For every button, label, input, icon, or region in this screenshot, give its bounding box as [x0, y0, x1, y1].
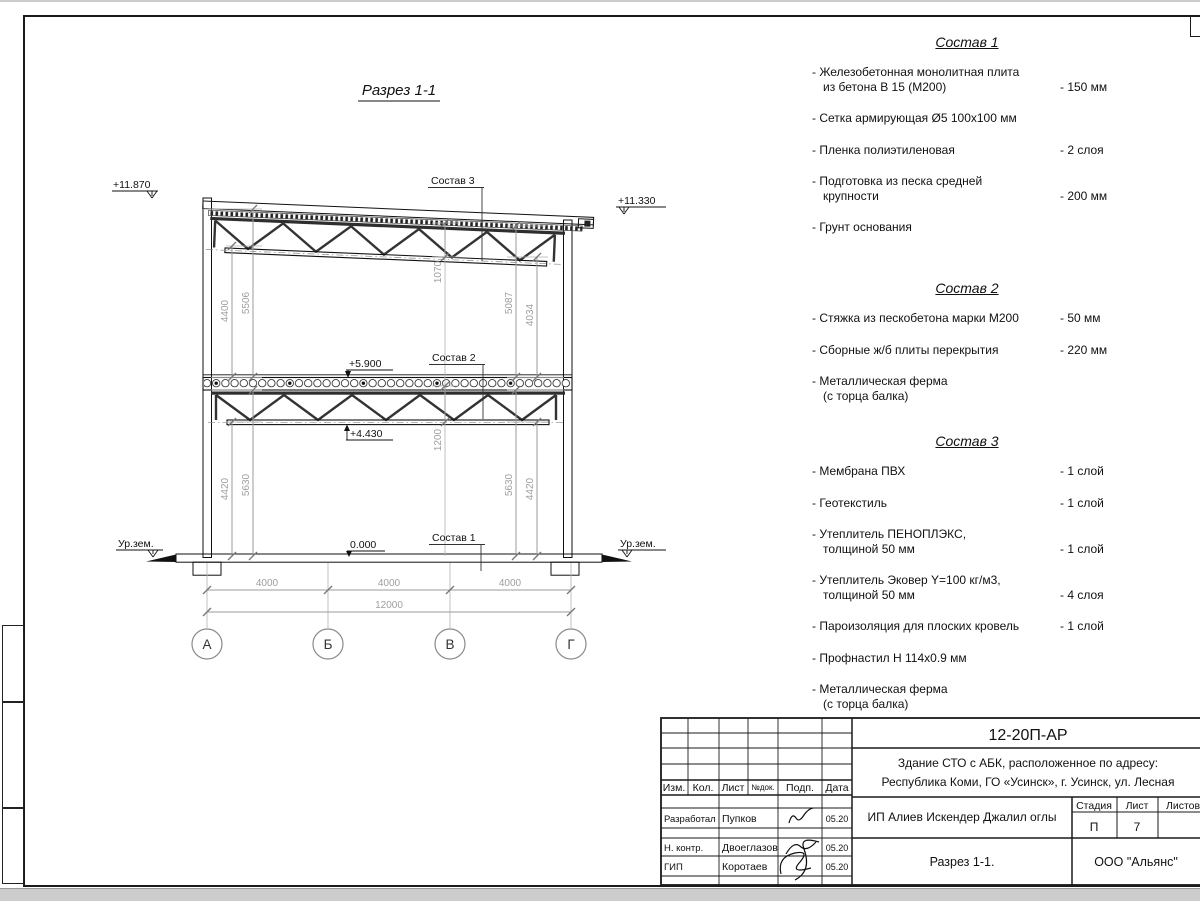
- title-block: [655, 715, 1200, 890]
- level-truss-bottom: +4.430: [350, 428, 383, 440]
- role-developer: Разработал: [664, 814, 716, 825]
- list-item: - Сборные ж/б плиты перекрытия - 220 мм: [812, 342, 1108, 357]
- margin-box-2: [2, 702, 24, 808]
- stamp-sheet-title: Разрез 1-1.: [929, 855, 995, 869]
- date-gip: 05.20: [825, 862, 849, 872]
- dim-4000-2: 4000: [377, 578, 401, 589]
- rev-header-data: Дата: [825, 782, 849, 794]
- rev-header-podp: Подп.: [786, 782, 814, 794]
- axis-label-g: Г: [567, 637, 575, 652]
- sheet-value: 7: [1133, 820, 1141, 834]
- list-item: - Металлическая ферма (с торца балка): [812, 682, 948, 711]
- date-developer: 05.20: [825, 814, 849, 824]
- dim-5630-right: 5630: [504, 473, 515, 497]
- composition-2: [812, 280, 1200, 420]
- composition-1: [812, 34, 1200, 252]
- stage-value: П: [1089, 820, 1099, 834]
- name-gip: Коротаев: [722, 861, 768, 873]
- page-edge-top: [0, 0, 1200, 2]
- sheets-label: Листов: [1165, 800, 1200, 812]
- list-item: - Утеплитель Эковер Y=100 кг/м3, толщиной 50 мм - 4 слоя: [812, 573, 1104, 602]
- composition-2-title: Состав 2: [935, 280, 999, 296]
- lower-truss: [208, 392, 566, 425]
- rev-header-kol: Кол.: [692, 782, 714, 794]
- list-item: - Утеплитель ПЕНОПЛЭКС, толщиной 50 мм - 1 слой: [812, 527, 1104, 556]
- dim-5087: 5087: [504, 291, 515, 315]
- level-floor: +5.900: [349, 358, 382, 370]
- date-ncontrol: 05.20: [825, 843, 849, 853]
- name-developer: Пупков: [722, 813, 757, 825]
- axis-label-a: А: [202, 637, 212, 652]
- rev-header-ndok: №док.: [751, 783, 775, 792]
- callout-sostav2: Состав 2: [432, 352, 476, 364]
- list-item: - Грунт основания: [812, 220, 912, 234]
- level-zero: 0.000: [350, 539, 377, 551]
- company-name: ООО "Альянс": [1094, 855, 1178, 869]
- address-line2: Республика Коми, ГО «Усинск», г. Усинск, ул. Лесная: [881, 775, 1175, 789]
- lower-truss-top-chord: [211, 392, 565, 395]
- drawing-callouts: [428, 175, 485, 571]
- sheet-label: Лист: [1125, 800, 1149, 812]
- dim-4400-upper: 4400: [220, 299, 231, 323]
- section-drawing: [80, 55, 700, 705]
- callout-sostav3: Состав 3: [431, 175, 475, 187]
- composition-3-title: Состав 3: [935, 433, 999, 449]
- name-ncontrol: Двоеглазов: [722, 842, 778, 854]
- view-title: Разрез 1-1: [361, 82, 437, 99]
- axis-bubbles: [192, 629, 586, 659]
- elevation-marks: [112, 179, 666, 557]
- composition-3: [812, 433, 1200, 728]
- list-item: - Стяжка из пескобетона марки М200 - 50 мм: [812, 311, 1101, 325]
- dim-1200: 1200: [433, 428, 444, 452]
- dim-4000-3: 4000: [498, 578, 522, 589]
- list-item: - Геотекстиль - 1 слой: [812, 495, 1104, 510]
- stage-label: Стадия: [1076, 800, 1112, 812]
- composition-1-title: Состав 1: [935, 34, 999, 50]
- dim-4420-left: 4420: [220, 477, 231, 501]
- dim-1070: 1070: [433, 260, 444, 284]
- list-item: - Мембрана ПВХ - 1 слой: [812, 464, 1104, 478]
- dim-5506: 5506: [241, 291, 252, 315]
- axis-label-b: Б: [323, 637, 333, 652]
- list-item: - Профнастил Н 114х0.9 мм: [812, 650, 967, 665]
- horizontal-dimensions: [203, 578, 575, 616]
- lower-truss-web: [216, 395, 556, 420]
- doc-number: 12-20П-АР: [988, 727, 1068, 744]
- level-roof-right: +11.330: [618, 195, 656, 207]
- margin-box-1: [2, 625, 24, 702]
- client-name: ИП Алиев Искендер Джалил оглы: [867, 810, 1057, 824]
- dim-4034: 4034: [525, 303, 536, 327]
- list-item: - Железобетонная монолитная плита из бетона В 15 (М200) - 150 мм: [812, 65, 1108, 94]
- foundation-right: [551, 562, 579, 575]
- list-item: - Сетка армирующая Ø5 100х100 мм: [812, 111, 1017, 125]
- role-gip: ГИП: [664, 862, 683, 873]
- margin-box-3: [2, 808, 24, 884]
- list-item: - Металлическая ферма (с торца балка): [812, 374, 948, 403]
- rev-header-list: Лист: [721, 782, 745, 794]
- list-item: - Подготовка из песка средней крупности - 200 мм: [812, 174, 1108, 203]
- role-ncontrol: Н. контр.: [664, 843, 704, 854]
- axis-label-v: В: [445, 637, 455, 652]
- dim-12000: 12000: [375, 600, 403, 611]
- ground-slab: [146, 554, 632, 575]
- list-item: - Пленка полиэтиленовая - 2 слоя: [812, 142, 1104, 157]
- level-roof-left: +11.870: [113, 179, 151, 191]
- ground-level-right: Ур.зем.: [620, 538, 656, 550]
- dim-5630-left: 5630: [241, 473, 252, 497]
- callout-sostav1: Состав 1: [432, 532, 476, 544]
- ground-level-left: Ур.зем.: [118, 538, 154, 550]
- dim-4000-1: 4000: [255, 578, 279, 589]
- dim-4420-right: 4420: [525, 477, 536, 501]
- list-item: - Пароизоляция для плоских кровель - 1 слой: [812, 619, 1104, 633]
- roof-assembly: [201, 201, 594, 268]
- rev-header-izm: Изм.: [662, 782, 686, 794]
- address-line1: Здание СТО с АБК, расположенное по адресу:: [897, 756, 1159, 770]
